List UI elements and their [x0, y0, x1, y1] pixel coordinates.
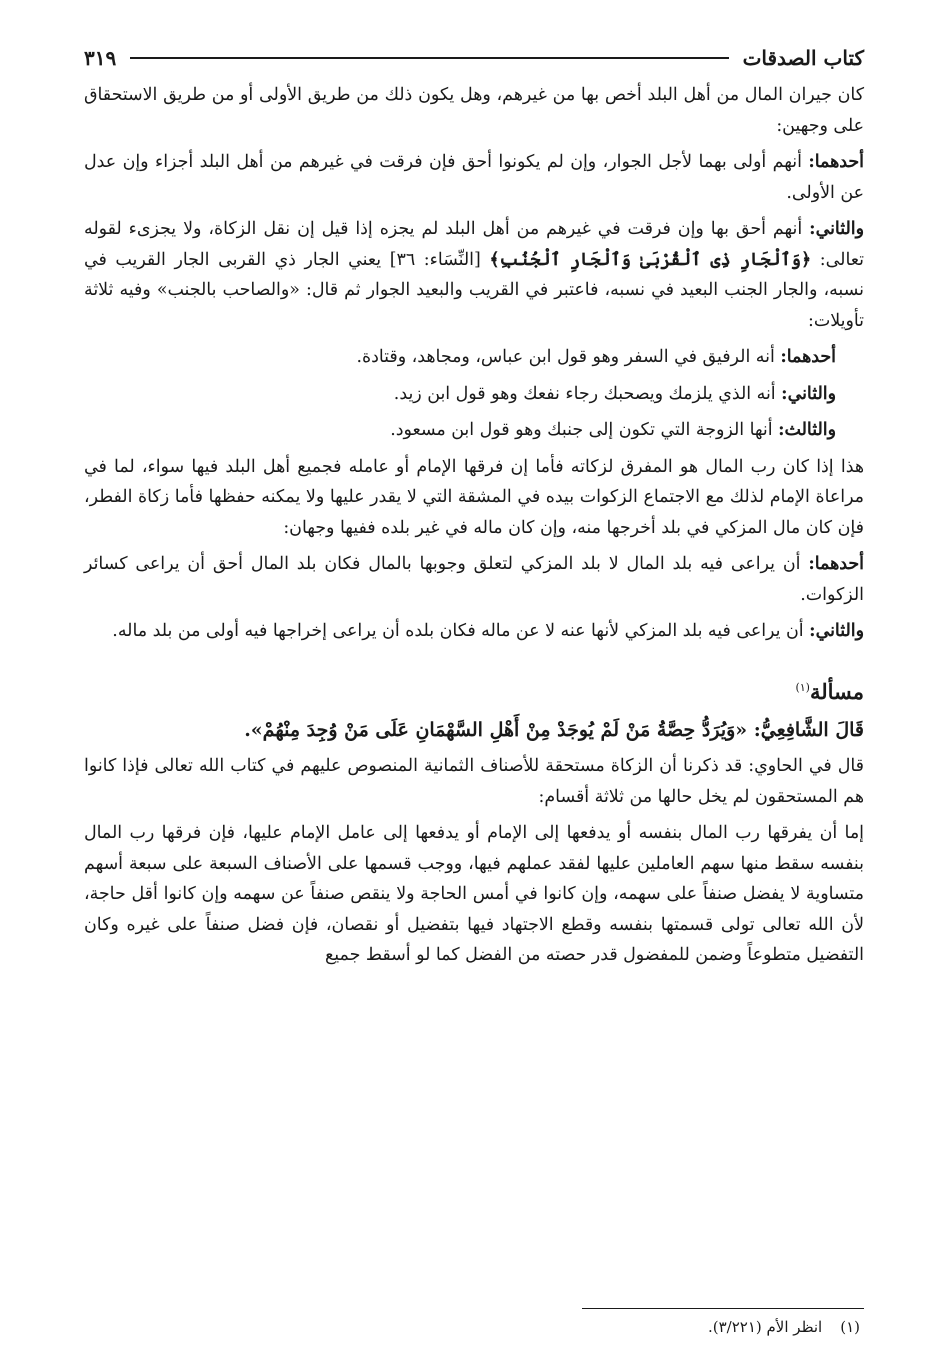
paragraph-lead: أحدهما: [808, 554, 864, 574]
page-body [84, 80, 864, 971]
footnote-number: (١) [840, 1318, 860, 1336]
paragraph-text: إما أن يفرقها رب المال بنفسه أو يدفعها إلى الإمام أو يدفعها إلى عامل الإمام عليها، فإن فرقها رب المال بنفسه سقط منها سهم العاملين عليها لفقد عملهم فيها، ووجب قسمها على الأصناف السبعة على سبعة أسهم متساوية لا يفضل صنفاً على سهمه، وإن كانوا في أمس الحاجة ولا ينقص صنفاً عن سهمه وإن كانوا أقل حاجة، لأن الله تعالى تولى قسمتها بنفسه وقطع الاجتهاد فيها بتفضيل أو نقصان، فإن فضل صنفاً على غيره وكان التفضيل متطوعاً وضمن للمفضول قدر حصته من الفضل كما لو أسقط جميع [84, 823, 864, 965]
paragraph-lead: والثاني: [781, 383, 836, 404]
footnote-text: انظر الأم (٣/٢٢١). [707, 1318, 823, 1336]
paragraph-text: أنه الرفيق في السفر وهو قول ابن عباس، ومجاهد، وقتادة. [356, 347, 781, 367]
paragraph-text: أنه الذي يلزمك ويصحبك رجاء نفعك وهو قول ابن زيد. [393, 383, 782, 404]
paragraph-text: قال في الحاوي: قد ذكرنا أن الزكاة مستحقة للأصناف الثمانية المنصوص عليهم في كتاب الله تعالى فإذا كانوا هم المستحقون لم يخل حالها من ثلاثة أقسام: [84, 756, 864, 807]
section-heading [84, 673, 864, 708]
paragraph-text: أنها الزوجة التي تكون إلى جنبك وهو قول ابن مسعود. [390, 420, 779, 440]
paragraph-8 [84, 818, 864, 971]
interpretation-1 [84, 342, 864, 373]
paragraph-lead: أحدهما: [808, 152, 864, 172]
paragraph-1 [84, 80, 864, 141]
paragraph-text: [النِّسَاء: ٣٦] يعني الجار ذي القربى الجار القريب في نسبه، والجار الجنب البعيد في نسبه، فاعتبر في القريب والبعيد الجوار ثم قال: «والصاحب بالجنب» وفيه ثلاثة تأويلات: [84, 249, 864, 331]
running-title: كتاب الصدقات [742, 46, 864, 70]
interpretation-3 [84, 415, 864, 446]
page-header [84, 40, 864, 76]
quote-text: «وَيُرَدُّ حِصَّةُ مَنْ لَمْ يُوجَدْ مِنْ أَهْلِ السَّهْمَانِ عَلَى مَنْ وُجِدَ مِنْهُمْ». [244, 719, 754, 741]
quran-verse: ﴿وَٱلْجَارِ ذِى ٱلْقُرْبَىٰ وَٱلْجَارِ ٱلْجُنُبِ﴾ [489, 249, 812, 270]
paragraph-lead: أحدهما: [780, 347, 836, 367]
shafii-quote [84, 713, 864, 747]
paragraph-3 [84, 214, 864, 336]
paragraph-lead: والثالث: [778, 420, 836, 440]
header-rule [130, 57, 728, 59]
paragraph-text: أنهم أولى بهما لأجل الجوار، وإن لم يكونوا أحق فإن فرقت في غيرهم من أهل البلد أجزاء وإن عدل عن الأولى. [84, 152, 864, 203]
quote-lead: قَالَ الشَّافِعِيُّ: [753, 719, 864, 741]
paragraph-5 [84, 549, 864, 610]
paragraph-text: أن يراعى فيه بلد المال لا بلد المزكي لتعلق وجوبها بالمال فكان بلد المال أحق أن يراعى كسائر الزكوات. [84, 554, 864, 605]
paragraph-lead: والثاني: [809, 219, 864, 239]
page-number: ٣١٩ [84, 46, 117, 70]
paragraph-7 [84, 751, 864, 812]
paragraph-text: كان جيران المال من أهل البلد أخص بها من غيرهم، وهل يكون ذلك من طريق الأولى أو من طريق الاستحقاق على وجهين: [84, 85, 864, 136]
paragraph-text: هذا إذا كان رب المال هو المفرق لزكاته فأما إن فرقها الإمام أو عامله فجميع أهل البلد فيها سواء، لما في مراعاة الإمام لذلك مع الاجتماع الزكوات بيده في المشقة التي لا يقدر عليها ولا يمكنه حفظها فأما زكاة الفطر، فإن كان مال المزكي في بلد أخرجها منه، وإن كان ماله في غير بلده ففيها وجهان: [84, 456, 864, 538]
paragraph-6 [84, 616, 864, 647]
paragraph-text: أنهم أحق بها وإن فرقت في غيرهم من أهل البلد لم يجزه إذا قيل إن نقل الزكاة، ولا يجزىء لقوله تعالى: [84, 219, 864, 270]
footnote [708, 1318, 860, 1336]
paragraph-2 [84, 147, 864, 208]
paragraph-4 [84, 452, 864, 544]
footnote-marker: (١) [795, 680, 810, 694]
section-heading-text: مسألة [809, 678, 864, 704]
footnote-rule [582, 1308, 864, 1309]
paragraph-text: أن يراعى فيه بلد المزكي لأنها عنه لا عن ماله فكان بلده أن يراعى إخراجها فيه أولى من بلد ماله. [112, 621, 810, 641]
interpretation-2 [84, 379, 864, 410]
paragraph-lead: والثاني: [809, 621, 864, 641]
